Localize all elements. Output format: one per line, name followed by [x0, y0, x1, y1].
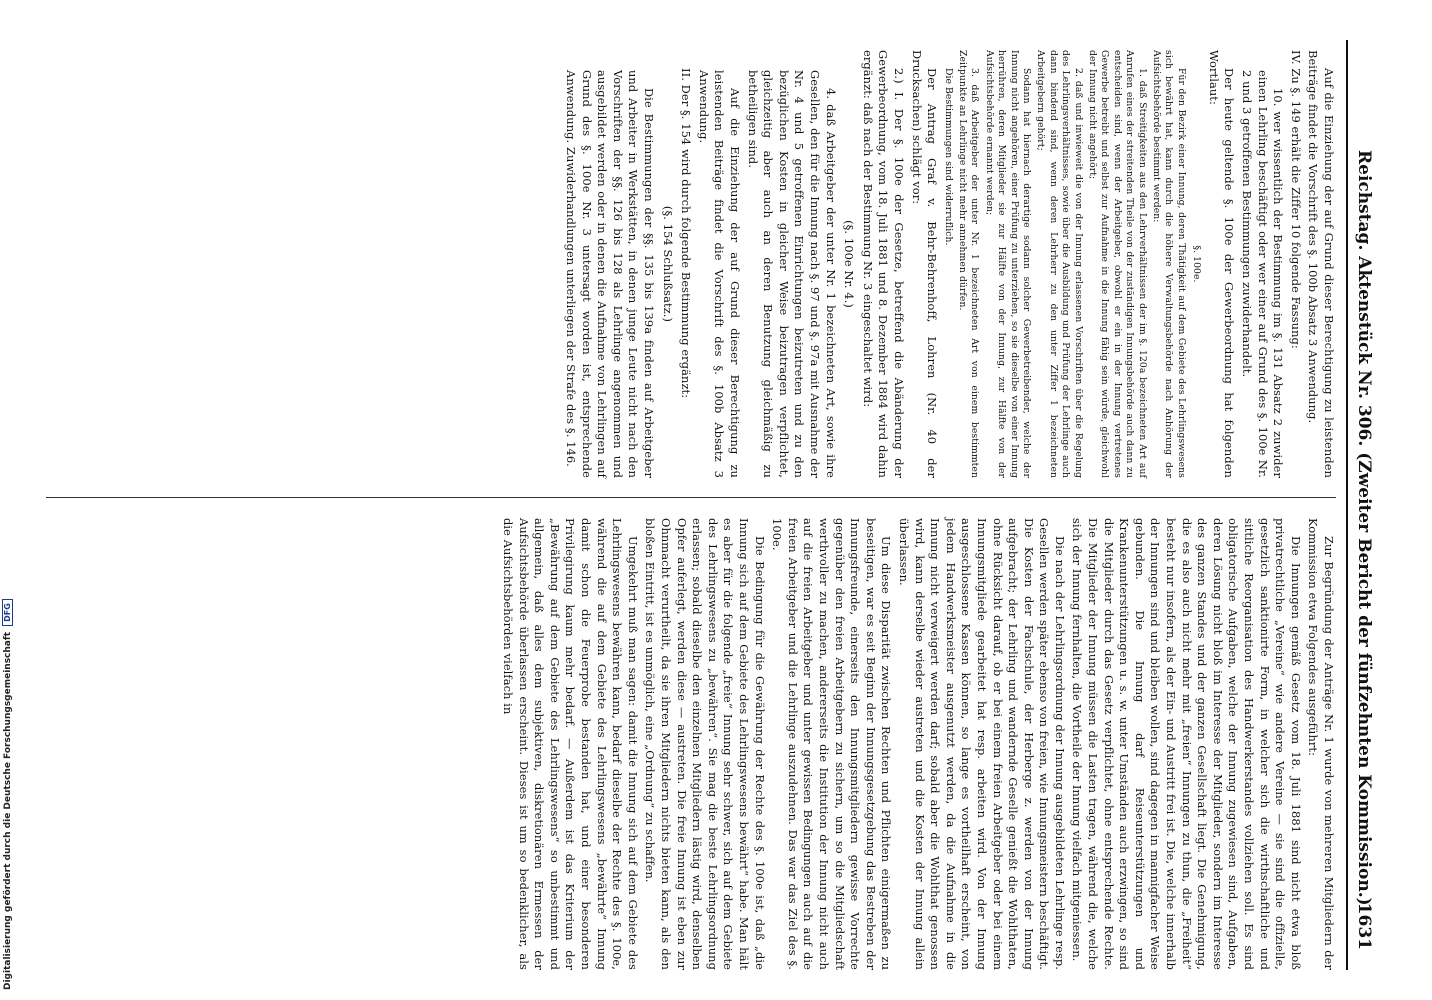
paragraph: Für den Bezirk einer Innung, deren Thätigkeit auf dem Gebiete des Lehrlingswesens sich bewährt hat, kann durch die höhere Verwaltungsbehörde nach Anhörung der Aufsichtsbehörde bestimmt werden:: [1151, 50, 1187, 478]
paragraph: II. Der §. 154 wird durch folgende Bestimmung ergänzt:: [679, 68, 694, 399]
paragraph: 2.) I. Der §. 100e der Gesetze, betreffend die Abänderung der Gewerbeordnung, vom 18. Juli 1881 und 8. Dezember 1884 wird dahin ergänzt: daß nach der Bestimmung Nr. 3 eingeschaltet wird:: [860, 50, 906, 478]
paragraph: 2. daß und inwieweit die von der Innung erlassenen Vorschriften über die Regelung des Lehrlingsverhältnisses, sowie über die Ausbildung und Prüfung der Lehrlinge auch dann bindend sind, wenn deren Lehrherr zu den unter Ziffer 1 bezeichneten Arbeitgebern gehört;: [1035, 50, 1084, 478]
page-number: 1631: [1354, 902, 1374, 950]
paragraph: Auf die Einziehung der auf Grund dieser Berechtigung zu leistenden Beiträge findet die Vorschrift des §. 100b Absatz 3 Anwendung.: [696, 70, 742, 478]
section-heading: §. 100e.: [1191, 245, 1203, 283]
paragraph: 10. wer wissentlich der Bestimmung im §. 131 Absatz 2 zuwider einen Lehrling beschäftigt oder wer einer auf Grund des §. 100e Nr. 2 und 3 getroffenen Bestimmungen zuwiderhandelt.: [1240, 70, 1286, 478]
paragraph: Umgekehrt muß man sagen: damit die Innung sich auf dem Gebiete des Lehrlingswesens bewähren kann, bedarf dieselbe der Rechte des §. 100e, während die auf dem Gebiete des Lehrlingswesens „bewährte“ Innung damit schon die Feuerprobe bestanden hat, und einer besonderen Privilegirung kaum mehr bedarf. — Außerdem ist das Kriterium der „Bewährung auf dem Gebiete des Lehrlingswesens“ so unbestimmt und allgemein, daß alles dem subjektiven, diskretionären Ermessen der Aufsichtsbehörde überlassen erscheint. Dieses ist um so bedenklicher, als die Aufsichtsbehörden vielfach in: [501, 518, 640, 970]
paragraph: 3. daß Arbeitgeber der unter Nr. 1 bezeichneten Art von einem bestimmten Zeitpunkte an Lehrlinge nicht mehr annehmen dürfen.: [956, 50, 981, 478]
paragraph: Die Bedingung für die Gewährung der Rechte des §. 100e ist, daß „die Innung sich auf dem Gebiete des Lehrlingswesens bewährt“ habe. Man hält es aber für die folgende „freie“ Innung sehr schwer, sich auf dem Gebiete des Lehrlingswesens zu „bewähren“. Sie mag die beste Lehrlingsordnung erlassen; sobald dieselbe den einzelnen Mitgliedern lästig wird, denselben Opfer auferlegt, werden diese — austreten. Die freie Innung ist eben zur Ohnmacht verurtheilt, da sie ihren Mitgliedern nichts bieten kann, als den bloßen Eintritt, ist es unmöglich, eine „Ordnung“ zu schaffen.: [643, 518, 767, 970]
paragraph: Zur Begründung der Anträge Nr. 1 wurde von mehreren Mitgliedern der Kommission etwa Folgendes ausgeführt:: [1306, 518, 1336, 970]
paragraph: Die nach der Lehrlingsordnung der Innung ausgebildeten Lehrlinge resp. Gesellen werden später ebenso von freien, wie Innungsmeistern beschäftigt. Die Kosten der Fachschule, der Herberge z. werden von der Innung aufgebracht; der Lehrling und wandernde Geselle genießt die Wohlthaten, ohne Rücksicht darauf, ob er bei einem freien Arbeitgeber oder bei einem Innungsmitgliede gearbeitet hat resp. arbeiten wird. Von der Innung ausgeschlossene Kassen können, so lange es vortheilhaft erscheint, von jedem Handwerksmeister ausgenutzt werden, da die Aufnahme in die Innung nicht verweigert werden darf; sobald aber die Wohlthat genossen wird, kann derselbe wieder austreten und die Kosten der Innung allein überlassen.: [896, 518, 1067, 970]
paragraph: Die Bestimmungen sind widerruflich.: [942, 68, 954, 246]
paragraph: Auf die Einziehung der auf Grund dieser Berechtigung zu leistenden Beiträge findet die Vorschrift des §. 100b Absatz 3 Anwendung.: [1306, 50, 1336, 478]
left-column: [560, 50, 1336, 478]
paragraph: 1. daß Streitigkeiten aus den Lehrverhältnissen der im §. 120a bezeichneten Art auf Anrufen eines der streitenden Theile von der zuständigen Innungsbehörde auch dann zu entscheiden sind, wenn der Arbeitgeber, obwohl er ein in der Innung vertretenes Gewerbe betreibt und selbst zur Aufnahme in die Innung fähig sein würde, gleichwohl der Innung nicht angehört;: [1087, 50, 1148, 478]
section-heading: (§. 100e Nr. 4.): [842, 220, 857, 308]
paragraph: Die Bestimmungen der §§. 135 bis 139a finden auf Arbeitgeber und Arbeiter in Werkstätten, in denen junge Leute nicht nach den Vorschriften der §§. 126 bis 128 als Lehrlinge angenommen und ausgebildet werden oder in denen die Aufnahme von Lehrlingen auf Grund des §. 100e Nr. 3 untersagt worden ist, entsprechende Anwendung. Zuwiderhandlungen unterliegen der Strafe des §. 146.: [564, 70, 657, 478]
paragraph: Die Innungen gemäß Gesetz vom 18. Juli 1881 sind nicht etwa bloß privatrechtliche „Vereine“ wie andere Vereine — sie sind die offizielle, gesetzlich sanktionirte Form, in welcher sich die wirthschaftliche und sittliche Reorganisation des Handwerkerstandes vollziehen soll. Es sind obligatorische Aufgaben, welche der Innung zugewiesen sind, Aufgaben, deren Lösung nicht bloß im Interesse der Mitglieder, sondern im Interesse des ganzen Standes und der ganzen Gesellschaft liegt. Die Genehmigung, die es also auch nicht mehr mit „freien“ Innungen zu thun, die „Freiheit“ besteht nur insofern, als der Ein- und Austritt frei ist. Die, welche innerhalb der Innungen sind und bleiben wollen, sind dagegen in mannigfacher Weise gebunden. Die Innung darf Reiseunterstützungen und Krankenunterstützungen u. s. w. unter Umständen auch erzwingen, so sind die Mitglieder durch das Gesetz verpflichtet, ohne entsprechende Rechte. Die Mitglieder der Innung müssen die Lasten tragen, während die, welche sich der Innung fernhalten, die Vortheile der Innung vielfach mitgeniessen.: [1070, 518, 1303, 970]
paragraph: Der heute geltende §. 100e der Gewerbeordnung hat folgenden Wortlaut:: [1206, 50, 1237, 478]
digitization-note: Digitalisierung gefördert durch die Deutsche Forschungsgemeinschaft: [3, 631, 13, 990]
section-heading: (§. 154 Schlußsatz.): [660, 205, 675, 323]
right-column: [498, 518, 1336, 970]
paragraph: Der Antrag Graf v. Behr-Behrenhoff, Lohren (Nr. 40 der Drucksachen) schlägt vor:: [909, 50, 940, 478]
page-header: [1346, 40, 1378, 970]
paragraph: 4. daß Arbeitgeber der unter Nr. 1 bezeichneten Art, sowie ihre Gesellen, den für die Innung nach §. 97 und §. 97a mit Ausnahme der Nr. 4 und 5 getroffenen Einrichtungen beizutreten und zu den bezüglichen Kosten in gleicher Weise beizutragen verpflichtet, gleichzeitig aber auch an deren Benutzung gleichmäßig zu betheiligen sind.: [745, 70, 838, 478]
paragraph: Um diese Disparität zwischen Rechten und Pflichten einigermaßen zu beseitigen, war es seit Beginn der Innungsgesetzgebung das Bestreben der Innungsfreunde, einerseits den Innungsmitgliedern gewisse Vorrechte gegenüber den freien Arbeitgebern zu sichern, um so die Mitgliedschaft werthvoller zu machen, andererseits die Institution der Innung nicht auch auf die freien Arbeitgeber und unter gewissen Bedingungen auch auf die freien Arbeitgeber und die Lehrlinge auszudehnen. Das war das Ziel des §. 100e.: [770, 518, 894, 970]
page-title: Reichstag. Aktenstück Nr. 306. (Zweiter Bericht der fünfzehnten Kommission.): [1354, 150, 1374, 906]
column-divider: [46, 497, 1336, 498]
dfg-logo: DFG: [2, 599, 13, 626]
digitization-footer: [0, 0, 26, 1000]
paragraph: Sodann hat hiernach derartige sodann solcher Gewerbetreibender, welche der Innung nicht angehören, einer Prüfung zu unterziehen, so sie dieselbe von einer Innung herrühren, deren Mitglieder sie zur Hälfte von der Innung, zur Hälfte von der Aufsichtsbehörde ernannt werden;: [983, 50, 1032, 478]
paragraph: IV. Zu §. 149 erhält die Ziffer 10 folgende Fassung:: [1288, 50, 1303, 349]
